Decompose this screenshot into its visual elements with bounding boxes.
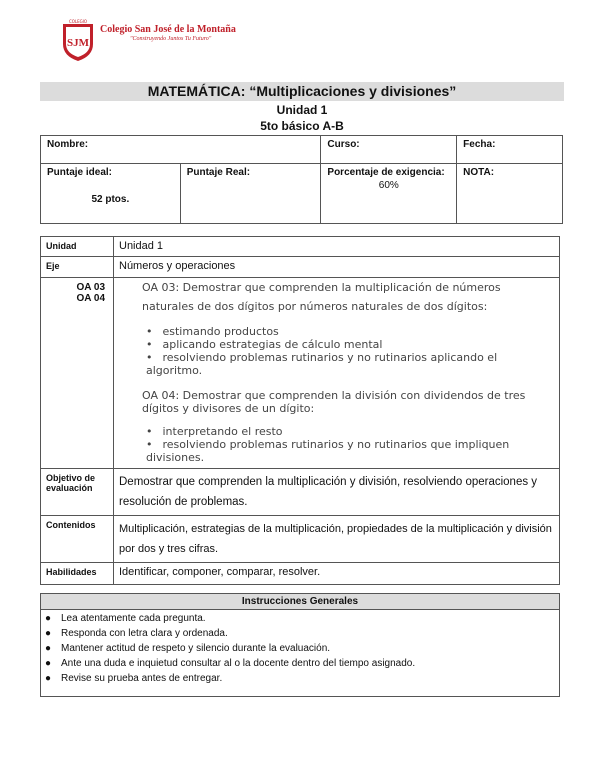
instructions-table <box>40 593 560 697</box>
instructions-list <box>45 611 555 686</box>
oa04-bullets <box>146 425 555 464</box>
unit-label: Unidad <box>41 237 114 257</box>
school-crest-icon <box>60 18 96 62</box>
axis-label: Eje <box>41 257 114 278</box>
date-field[interactable]: Fecha: <box>457 136 563 164</box>
school-name: Colegio San José de la Montaña <box>100 24 236 35</box>
skills-value: Identificar, componer, comparar, resolver. <box>114 563 560 585</box>
list-item: ● Lea atentamente cada pregunta. <box>45 613 206 624</box>
oa03-bullets <box>146 325 555 377</box>
axis-value: Números y operaciones <box>114 257 560 278</box>
objective-value: Demostrar que comprenden la multiplicación y división, resolviendo operaciones y resolución de problemas. <box>114 469 560 516</box>
list-item: • resolviendo problemas rutinarios y no rutinarios aplicando el algoritmo. <box>146 351 555 377</box>
unit-value: Unidad 1 <box>114 237 560 257</box>
name-field[interactable]: Nombre: <box>41 136 321 164</box>
list-item: • interpretando el resto <box>146 425 555 438</box>
oa-label: OA 03 OA 04 <box>41 278 114 469</box>
list-item: ● Mantener actitud de respeto y silencio durante la evaluación. <box>45 643 331 654</box>
skills-label: Habilidades <box>41 563 114 585</box>
list-item: ● Ante una duda e inquietud consultar al o la docente dentro del tiempo asignado. <box>45 658 416 669</box>
grade-field[interactable]: NOTA: <box>457 164 563 224</box>
course-subtitle: 5to básico A-B <box>260 119 344 133</box>
student-info-table <box>40 135 563 224</box>
list-item: ● Revise su prueba antes de entregar. <box>45 673 223 684</box>
school-logo <box>60 18 236 62</box>
real-score-field[interactable]: Puntaje Real: <box>180 164 321 224</box>
contents-value: Multiplicación, estrategias de la multiplicación, propiedades de la multiplicación y división por dos y tres cifras. <box>114 516 560 563</box>
unit-subtitle: Unidad 1 <box>276 103 328 117</box>
list-item: ● Responda con letra clara y ordenada. <box>45 628 228 639</box>
requirement-cell: Porcentaje de exigencia: 60% <box>321 164 457 224</box>
objective-label: Objetivo de evaluación <box>41 469 114 516</box>
requirement-value: 60% <box>378 180 399 191</box>
svg-text:SJM: SJM <box>67 37 89 49</box>
list-item: • estimando productos <box>146 325 555 338</box>
ideal-score-cell: Puntaje ideal: 52 ptos. <box>41 164 181 224</box>
evaluation-info-table <box>40 236 560 585</box>
instructions-title: Instrucciones Generales <box>41 594 560 610</box>
course-field[interactable]: Curso: <box>321 136 457 164</box>
list-item: • resolviendo problemas rutinarios y no rutinarios que impliquen divisiones. <box>146 438 555 464</box>
learning-objectives: OA 03: Demostrar que comprenden la multiplicación de números naturales de dos dígitos por números naturales de dos dígitos: • estimando productos • aplicando estrategias de cálculo mental • resolviendo problemas rutinarios y no rutinarios aplicando el algoritmo. OA 04: Demostrar que comprenden la división con dividendos de tres dígitos y divisores de un dígito: • interpretando el resto • resolviendo problemas rutinarios y no rutinarios que impliquen divisiones. <box>114 278 560 469</box>
contents-label: Contenidos <box>41 516 114 563</box>
ideal-score-value: 52 ptos. <box>91 194 130 205</box>
exam-title: MATEMÁTICA: “Multiplicaciones y divisiones” <box>40 82 564 101</box>
svg-text:COLEGIO: COLEGIO <box>68 19 88 24</box>
list-item: • aplicando estrategias de cálculo mental <box>146 338 555 351</box>
school-motto: "Construyendo Juntos Tu Futuro" <box>130 36 212 42</box>
